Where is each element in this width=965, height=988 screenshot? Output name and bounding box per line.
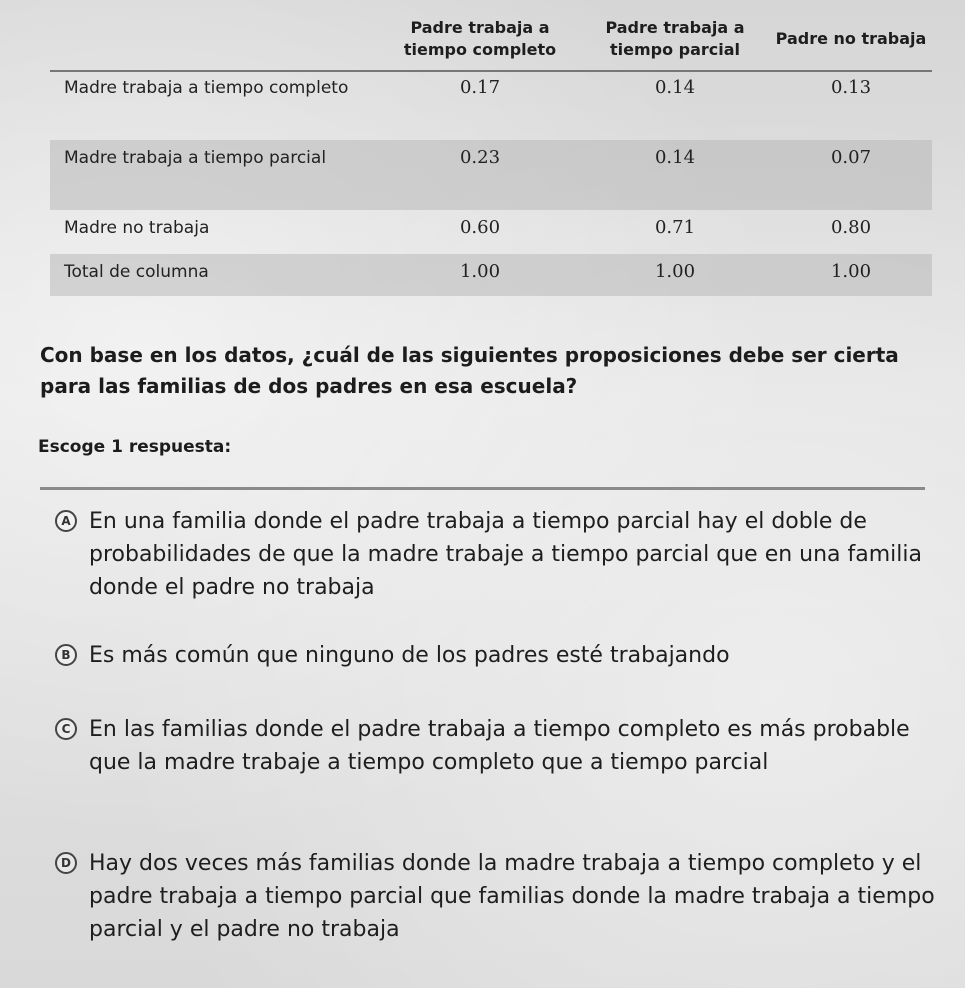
table-cell: 1.00 [459,261,501,282]
table-cell: 1.00 [830,261,872,282]
table-header-divider [50,70,932,72]
frequency-table [50,8,932,296]
table-cell: 0.17 [459,77,501,98]
table-row [50,140,932,210]
choice-c-radio-icon[interactable]: C [55,718,77,740]
choice-d-text: Hay dos veces más familias donde la madre trabaja a tiempo completo y el padre trabaja a tiempo parcial que familias donde la madre trabaja a tiempo parcial y el padre no trabaja [89,851,935,942]
choice-c-text: En las familias donde el padre trabaja a tiempo completo es más probable que la madre trabaje a tiempo completo que a tiempo parcial [89,717,910,775]
row-label: Madre no trabaja [64,218,210,238]
table-cell: 1.00 [654,261,696,282]
question-text: Con base en los datos, ¿cuál de las siguientes proposiciones debe ser cierta para las familias de dos padres en esa escuela? [40,343,899,398]
row-label: Madre trabaja a tiempo parcial [64,148,327,168]
table-cell: 0.60 [459,217,501,238]
row-label: Madre trabaja a tiempo completo [64,78,349,98]
table-cell: 0.71 [654,217,696,238]
table-cell: 0.14 [654,147,696,168]
table-header-row [50,8,932,70]
table-header-corner [50,8,380,70]
answer-choice-c[interactable] [55,713,935,779]
answer-choice-d[interactable] [55,847,935,946]
table-cell: 0.80 [830,217,872,238]
column-header-father-part-time: Padre trabaja a tiempo parcial [605,17,745,59]
table-cell: 0.13 [830,77,872,98]
choice-b-radio-icon[interactable]: B [55,644,77,666]
answer-choice-b[interactable] [55,639,935,672]
table-cell: 0.07 [830,147,872,168]
choice-a-text: En una familia donde el padre trabaja a tiempo parcial hay el doble de probabilidades de que la madre trabaje a tiempo parcial que en una familia donde el padre no trabaja [89,509,923,600]
choice-b-text: Es más común que ninguno de los padres esté trabajando [89,643,730,668]
choice-a-radio-icon[interactable]: A [55,510,77,532]
choice-d-radio-icon[interactable]: D [55,852,77,874]
choices-divider [40,487,925,490]
row-label: Total de columna [64,262,209,282]
table-row [50,210,932,254]
column-header-father-not-working: Padre no trabaja [775,28,927,48]
table-cell: 0.23 [459,147,501,168]
table-row [50,70,932,140]
column-header-father-full-time: Padre trabaja a tiempo completo [403,17,557,59]
answer-choice-a[interactable] [55,505,935,604]
table-cell: 0.14 [654,77,696,98]
table-row [50,254,932,296]
answer-instruction: Escoge 1 respuesta: [38,437,232,457]
